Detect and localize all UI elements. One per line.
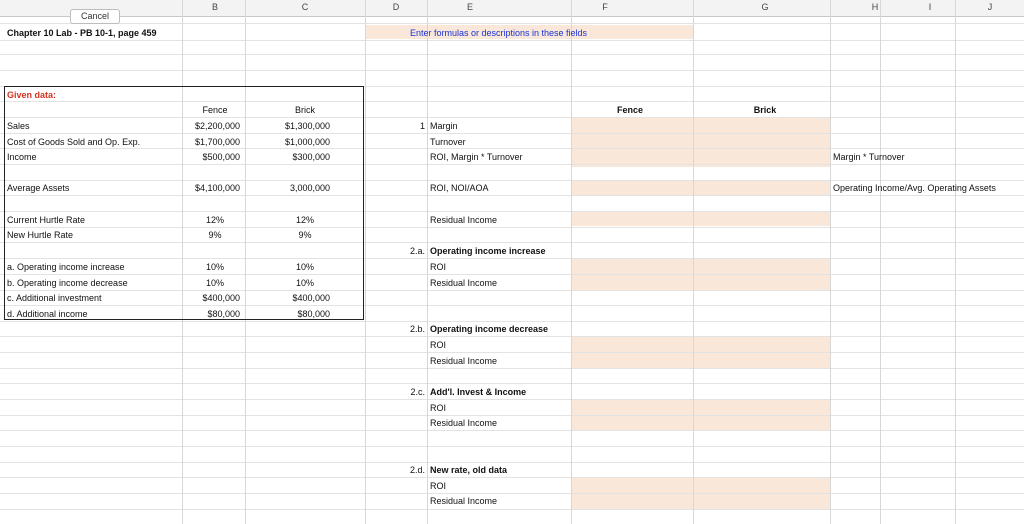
- given-fence-op-increase: 10%: [205, 262, 224, 272]
- column-header-b[interactable]: B: [211, 2, 218, 12]
- given-label-income: Income: [7, 152, 37, 162]
- gridline: [0, 462, 1024, 463]
- q2b-title: Operating income decrease: [430, 324, 549, 334]
- q2b-number: 2.b.: [409, 324, 425, 334]
- gridline: [0, 493, 1024, 494]
- given-brick-new-rate: 9%: [298, 230, 312, 240]
- gridline: [0, 368, 1024, 369]
- gridline: [0, 23, 1024, 24]
- column-header-h[interactable]: H: [871, 2, 879, 12]
- gridline: [0, 54, 1024, 55]
- given-fence-new-rate: 9%: [208, 230, 222, 240]
- gridline: [0, 40, 1024, 41]
- gridline: [693, 0, 694, 524]
- q2a-number: 2.a.: [409, 246, 425, 256]
- given-brick-cogs: $1,000,000: [284, 137, 330, 147]
- given-brick-op-decrease: 10%: [295, 278, 314, 288]
- note-op-income-assets: Operating Income/Avg. Operating Assets: [833, 183, 996, 193]
- column-header-f[interactable]: F: [602, 2, 608, 12]
- given-fence-add-invest: $400,000: [202, 293, 240, 303]
- gridline: [0, 399, 1024, 400]
- answer-cell-roi-noi[interactable]: [571, 180, 830, 195]
- given-fence-avg-assets: $4,100,000: [194, 183, 240, 193]
- q1-number: 1: [419, 121, 425, 131]
- q2c-title: Add'l. Invest & Income: [430, 387, 527, 397]
- given-label-add-invest: c. Additional investment: [7, 293, 102, 303]
- q1-residual-label: Residual Income: [430, 215, 498, 225]
- gridline: [0, 509, 1024, 510]
- given-brick-avg-assets: 3,000,000: [289, 183, 330, 193]
- column-header-d[interactable]: D: [392, 2, 400, 12]
- q2b-roi-label: ROI: [430, 340, 447, 350]
- q2c-residual-label: Residual Income: [430, 418, 498, 428]
- gridline: [0, 352, 1024, 353]
- gridline: [571, 0, 572, 524]
- cancel-button[interactable]: Cancel: [70, 9, 120, 24]
- answer-cell-residual[interactable]: [571, 211, 830, 226]
- given-fence-current-rate: 12%: [205, 215, 224, 225]
- column-header-g[interactable]: G: [761, 2, 769, 12]
- given-brick-op-increase: 10%: [295, 262, 314, 272]
- given-brick-add-income: $80,000: [297, 309, 330, 319]
- gridline: [955, 0, 956, 524]
- q2c-roi-label: ROI: [430, 403, 447, 413]
- given-label-cogs: Cost of Goods Sold and Op. Exp.: [7, 137, 141, 147]
- gridline: [880, 0, 881, 524]
- given-data-heading: Given data:: [7, 90, 57, 100]
- given-label-avg-assets: Average Assets: [7, 183, 70, 193]
- gridline: [0, 321, 1024, 322]
- answer-cell-q1-block[interactable]: [571, 117, 830, 167]
- given-label-add-income: d. Additional income: [7, 309, 88, 319]
- given-label-new-rate: New Hurtle Rate: [7, 230, 74, 240]
- given-fence-op-decrease: 10%: [205, 278, 224, 288]
- given-col-brick: Brick: [295, 105, 315, 115]
- q2a-residual-label: Residual Income: [430, 278, 498, 288]
- q1-margin-label: Margin: [430, 121, 458, 131]
- column-header-e[interactable]: E: [466, 2, 473, 12]
- column-header-c[interactable]: C: [301, 2, 309, 12]
- given-col-fence: Fence: [202, 105, 228, 115]
- answer-col-brick: Brick: [753, 105, 777, 115]
- gridline: [0, 415, 1024, 416]
- q2a-title: Operating income increase: [430, 246, 546, 256]
- note-margin-turnover: Margin * Turnover: [833, 152, 905, 162]
- given-fence-cogs: $1,700,000: [194, 137, 240, 147]
- given-fence-sales: $2,200,000: [194, 121, 240, 131]
- gridline: [830, 0, 831, 524]
- q1-roi-mt-label: ROI, Margin * Turnover: [430, 152, 523, 162]
- q2d-number: 2.d.: [409, 465, 425, 475]
- answer-col-fence: Fence: [616, 105, 643, 115]
- gridline: [0, 446, 1024, 447]
- q2d-roi-label: ROI: [430, 481, 447, 491]
- sheet-title: Chapter 10 Lab - PB 10-1, page 459: [7, 28, 157, 38]
- q2b-residual-label: Residual Income: [430, 356, 498, 366]
- given-fence-income: $500,000: [202, 152, 240, 162]
- given-brick-sales: $1,300,000: [284, 121, 330, 131]
- q1-roi-noi-label: ROI, NOI/AOA: [430, 183, 489, 193]
- gridline: [0, 430, 1024, 431]
- column-header-i[interactable]: I: [928, 2, 932, 12]
- given-brick-income: $300,000: [292, 152, 330, 162]
- gridline: [0, 336, 1024, 337]
- gridline: [0, 477, 1024, 478]
- instruction-text: Enter formulas or descriptions in these fields: [409, 28, 588, 38]
- gridline: [365, 0, 366, 524]
- q2d-title: New rate, old data: [430, 465, 508, 475]
- column-header-j[interactable]: J: [987, 2, 993, 12]
- given-label-current-rate: Current Hurtle Rate: [7, 215, 86, 225]
- given-label-op-decrease: b. Operating income decrease: [7, 278, 128, 288]
- given-brick-current-rate: 12%: [295, 215, 314, 225]
- given-label-sales: Sales: [7, 121, 30, 131]
- q2a-roi-label: ROI: [430, 262, 447, 272]
- q1-turnover-label: Turnover: [430, 137, 466, 147]
- q2c-number: 2.c.: [410, 387, 425, 397]
- given-brick-add-invest: $400,000: [292, 293, 330, 303]
- gridline: [0, 383, 1024, 384]
- given-label-op-increase: a. Operating income increase: [7, 262, 125, 272]
- gridline: [427, 0, 428, 524]
- q2d-residual-label: Residual Income: [430, 496, 498, 506]
- given-fence-add-income: $80,000: [207, 309, 240, 319]
- gridline: [0, 70, 1024, 71]
